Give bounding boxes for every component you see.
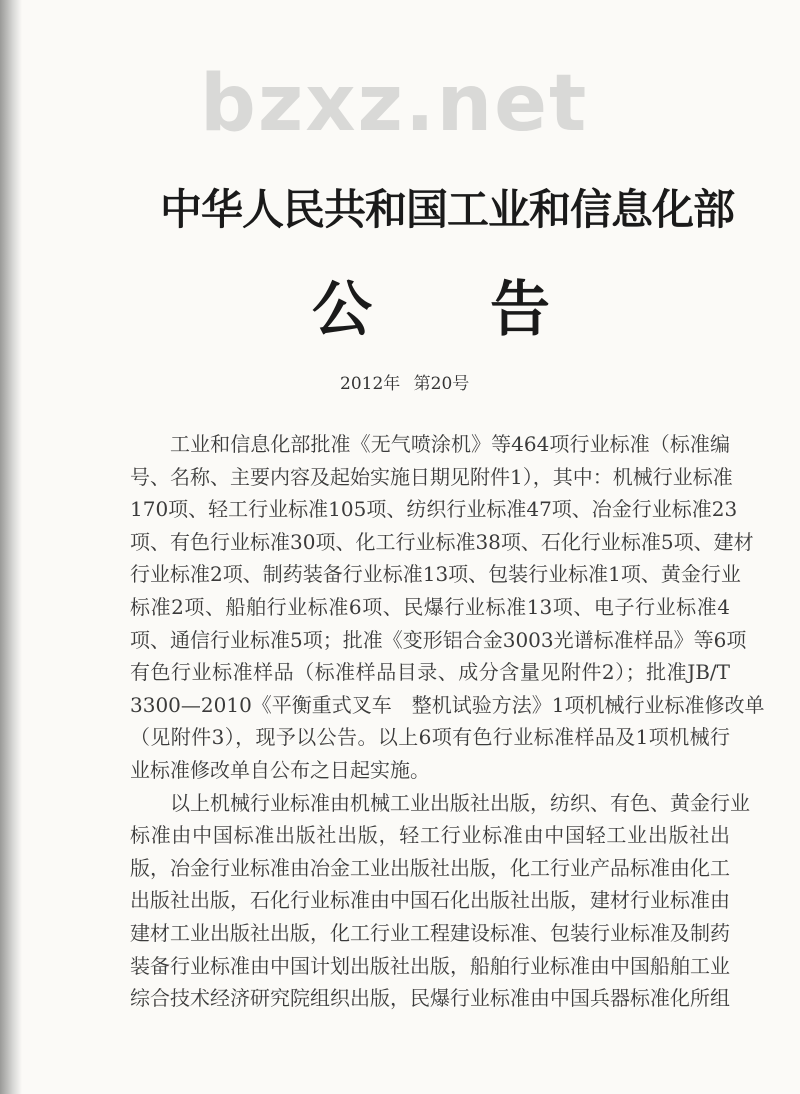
text-line: 工业和信息化部批准《无气喷涂机》等464项行业标准（标准编 <box>170 432 730 456</box>
text-line: 项、有色行业标准30项、化工行业标准38项、石化行业标准5项、建材 <box>130 529 754 554</box>
text-line: 版，冶金行业标准由冶金工业出版社出版，化工行业产品标准由化工 <box>130 855 730 880</box>
text-line: 以上机械行业标准由机械工业出版社出版，纺织、有色、黄金行业 <box>170 790 750 815</box>
text-line: 号、名称、主要内容及起始实施日期见附件1），其中：机械行业标准 <box>130 464 733 489</box>
document-subtitle: 公告 <box>312 275 668 345</box>
text-line: 行业标准2项、制药装备行业标准13项、包装行业标准1项、黄金行业 <box>130 562 741 587</box>
text-line: 出版社出版，石化行业标准由中国石化出版社出版，建材行业标准由 <box>130 888 730 913</box>
scan-edge-shadow <box>0 0 22 1094</box>
paragraph-2 <box>130 787 750 1015</box>
watermark: bzxz.net <box>200 59 589 149</box>
document-body <box>130 428 765 1015</box>
text-line: 3300—2010《平衡重式叉车 整机试验方法》1项机械行业标准修改单 <box>130 692 765 717</box>
text-line: （见附件3），现予以公告。以上6项有色行业标准样品及1项机械行 <box>130 725 730 750</box>
text-line: 建材工业出版社出版，化工行业工程建设标准、包装行业标准及制药 <box>130 920 730 945</box>
text-line: 有色行业标准样品（标准样品目录、成分含量见附件2）；批准JB/T <box>130 660 730 685</box>
text-line: 标准由中国标准出版社出版，轻工行业标准由中国轻工业出版社出 <box>130 823 730 848</box>
text-line: 标准2项、船舶行业标准6项、民爆行业标准13项、电子行业标准4 <box>130 594 730 619</box>
text-line: 170项、轻工行业标准105项、纺织行业标准47项、冶金行业标准23 <box>130 497 738 522</box>
text-line: 装备行业标准由中国计划出版社出版，船舶行业标准由中国船舶工业 <box>130 953 730 978</box>
text-line: 综合技术经济研究院组织出版，民爆行业标准由中国兵器标准化所组 <box>130 986 730 1011</box>
announcement-number: 2012年 第20号 <box>340 374 470 394</box>
text-line: 项、通信行业标准5项；批准《变形铝合金3003光谱标准样品》等6项 <box>130 627 747 652</box>
document-title: 中华人民共和国工业和信息化部 <box>160 185 735 234</box>
paragraph-1 <box>130 428 765 787</box>
text-line: 业标准修改单自公布之日起实施。 <box>130 757 430 782</box>
